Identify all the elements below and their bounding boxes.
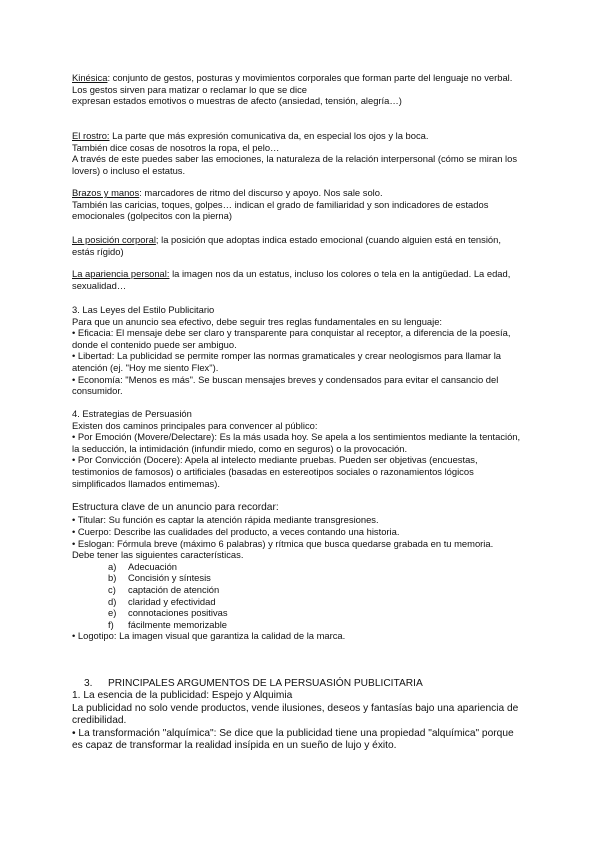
kinesica-paragraph xyxy=(72,72,524,84)
estructura-item-cuerpo: • Cuerpo: Describe las cualidades del producto, a veces contando una historia. xyxy=(72,526,400,537)
list-item xyxy=(108,607,524,619)
apariencia-paragraph xyxy=(72,268,524,291)
list-item-text: Concisión y síntesis xyxy=(128,572,211,584)
rostro-line-3: A través de este puedes saber las emociones, la naturaleza de la relación interpersonal (cómo se miran los lovers) o incluso el estatus. xyxy=(72,153,518,176)
argumentos-subtitle: 1. La esencia de la publicidad: Espejo y Alquimia xyxy=(72,690,293,702)
kinesica-section xyxy=(72,72,524,107)
estrategias-intro: Existen dos caminos principales para convencer al público: xyxy=(72,419,318,431)
estrategias-title: 4. Estrategias de Persuasión xyxy=(72,408,192,419)
apariencia-definition: la imagen nos da un estatus, incluso los colores o tela en la antigüedad. La edad, sexualidad… xyxy=(72,268,511,291)
argumentos-number: 3. xyxy=(84,678,93,689)
list-item xyxy=(108,619,524,631)
list-item xyxy=(108,584,524,596)
brazos-section xyxy=(72,187,524,222)
posicion-term: La posición corporal xyxy=(72,234,156,245)
posicion-paragraph xyxy=(72,234,524,257)
leyes-item-libertad: • Libertad: La publicidad se permite romper las normas gramaticales y crear neologismos para llamar la atención (ej. "Hoy me siento Flex"). xyxy=(72,350,501,373)
leyes-item-economia: • Economía: "Menos es más". Se buscan mensajes breves y condensados para evitar el cansancio del consumidor. xyxy=(72,373,499,397)
kinesica-line-3: expresan estados emotivos o muestras de afecto (ansiedad, tensión, alegría…) xyxy=(72,95,402,107)
list-item-letter: a) xyxy=(108,560,117,572)
kinesica-line-2: Los gestos sirven para matizar o reclamar lo que se dice xyxy=(72,83,308,95)
list-item-letter: c) xyxy=(108,583,116,595)
list-item-text: claridad y efectividad xyxy=(128,595,216,607)
estructura-item-logotipo: • Logotipo: La imagen visual que garantiza la calidad de la marca. xyxy=(72,630,346,642)
leyes-intro: Para que un anuncio sea efectivo, debe seguir tres reglas fundamentales en su lenguaje: xyxy=(72,315,443,327)
caracteristicas-intro: Debe tener las siguientes características. xyxy=(72,549,244,561)
list-item xyxy=(108,596,524,608)
list-item-text: connotaciones positivas xyxy=(128,607,228,619)
estrategias-item-conviccion: • Por Convicción (Docere): Apela al intelecto mediante pruebas. Pueden ser objetivas (encuestas, testimonios de famosos) o artificiales (basadas en estereotipos sociales o razonamientos lógicos simplificados llamados entimemas). xyxy=(72,454,478,489)
argumentos-paragraph-2: • La transformación "alquímica": Se dice que la publicidad tiene una propiedad "alquímica" porque es capaz de transformar la realidad insípida en un sueño de lujo y éxito. xyxy=(72,727,514,752)
argumentos-paragraph-1: La publicidad no solo vende productos, vende ilusiones, deseos y fantasías bajo una apariencia de credibilidad. xyxy=(72,702,519,727)
argumentos-section xyxy=(72,678,524,752)
estructura-item-eslogan: • Eslogan: Fórmula breve (máximo 6 palabras) y rítmica que busca quedarse grabada en tu memoria. xyxy=(72,537,494,549)
estrategias-item-emocion: • Por Emoción (Movere/Delectare): Es la más usada hoy. Se apela a los sentimientos mediante la tentación, la seducción, la intimidación (infundir miedo, como en seguros) o la provocación. xyxy=(72,431,521,454)
list-item-text: fácilmente memorizable xyxy=(128,618,227,630)
estructura-section xyxy=(72,502,524,642)
caracteristicas-list xyxy=(72,561,524,631)
rostro-section xyxy=(72,130,524,176)
list-item-letter: d) xyxy=(108,595,117,607)
kinesica-definition: : conjunto de gestos, posturas y movimientos corporales que forman parte del lenguaje no verbal. xyxy=(107,72,513,83)
list-item xyxy=(108,561,524,573)
posicion-section xyxy=(72,234,524,257)
list-item-letter: b) xyxy=(108,572,117,584)
list-item-text: Adecuación xyxy=(128,560,177,572)
list-item-letter: e) xyxy=(108,607,117,619)
argumentos-heading xyxy=(72,678,524,690)
brazos-paragraph xyxy=(72,187,524,199)
estructura-item-titular: • Titular: Su función es captar la atención rápida mediante transgresiones. xyxy=(72,514,379,526)
estrategias-section xyxy=(72,408,524,489)
rostro-definition: La parte que más expresión comunicativa da, en especial los ojos y la boca. xyxy=(109,130,429,141)
brazos-definition: : marcadores de ritmo del discurso y apoyo. Nos sale solo. xyxy=(139,187,383,198)
estructura-title: Estructura clave de un anuncio para recordar: xyxy=(72,502,279,513)
list-item-text: captación de atención xyxy=(128,583,220,595)
rostro-term: El rostro: xyxy=(72,130,110,141)
argumentos-title: PRINCIPALES ARGUMENTOS DE LA PERSUASIÓN PUBLICITARIA xyxy=(108,678,423,689)
apariencia-term: La apariencia personal: xyxy=(72,268,170,279)
leyes-item-eficacia: • Eficacia: El mensaje debe ser claro y transparente para conquistar al receptor, a diferencia de la poesía, donde el contenido puede ser ambiguo. xyxy=(72,327,511,350)
list-item xyxy=(108,572,524,584)
leyes-title: 3. Las Leyes del Estilo Publicitario xyxy=(72,304,215,315)
apariencia-section xyxy=(72,268,524,291)
kinesica-term: Kinésica xyxy=(72,72,108,83)
list-item-letter: f) xyxy=(108,618,114,630)
posicion-definition: ; la posición que adoptas indica estado emocional (cuando alguien está en tensión, estás rígido) xyxy=(72,234,501,257)
rostro-line-2: También dice cosas de nosotros la ropa, el pelo… xyxy=(72,141,280,153)
brazos-term: Brazos y manos xyxy=(72,187,140,198)
leyes-section xyxy=(72,304,524,397)
brazos-line-2: También las caricias, toques, golpes… indican el grado de familiaridad y son indicadores de estados emocionales (golpecitos con la pierna) xyxy=(72,198,489,222)
rostro-paragraph xyxy=(72,130,524,142)
